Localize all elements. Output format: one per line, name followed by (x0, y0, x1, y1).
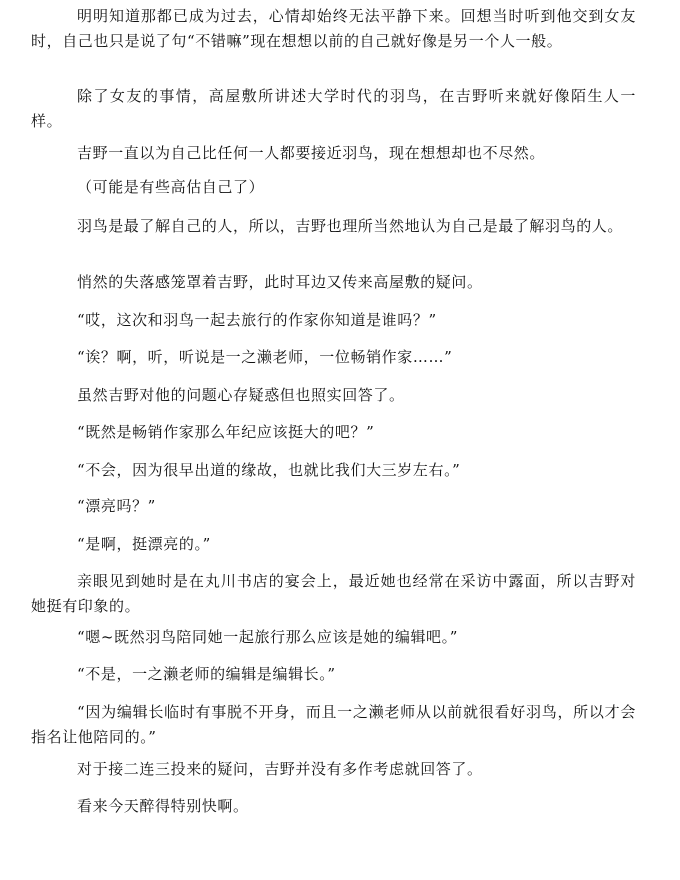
paragraph-8: “诶？啊，听，听说是一之濑老师，一位畅销作家……” (77, 348, 453, 366)
paragraph-10: “既然是畅销作家那么年纪应该挺大的吧？” (77, 423, 375, 441)
paragraph-14: 亲眼见到她时是在丸川书店的宴会上，最近她也经常在采访中露面，所以吉野对她挺有印象的。 (31, 572, 636, 615)
paragraph-2: 除了女友的事情，高屋敷所讲述大学时代的羽鸟，在吉野听来就好像陌生人一样。 (31, 87, 636, 130)
paragraph-12: “漂亮吗？” (77, 497, 156, 515)
paragraph-4: （可能是有些高估自己了） (77, 178, 265, 196)
paragraph-6: 悄然的失落感笼罩着吉野，此时耳边又传来高屋敷的疑问。 (77, 273, 483, 291)
paragraph-16: “不是，一之濑老师的编辑是编辑长。” (77, 665, 336, 683)
paragraph-7: “哎，这次和羽鸟一起去旅行的作家你知道是谁吗？” (77, 311, 437, 329)
paragraph-18: 对于接二连三投来的疑问，吉野并没有多作考虑就回答了。 (77, 760, 483, 778)
paragraph-15: “嗯~既然羽鸟陪同她一起旅行那么应该是她的编辑吧。” (77, 628, 459, 646)
paragraph-13: “是啊，挺漂亮的。” (77, 535, 211, 553)
paragraph-5: 羽鸟是最了解自己的人，所以，吉野也理所当然地认为自己是最了解羽鸟的人。 (77, 217, 624, 235)
paragraph-3: 吉野一直以为自己比任何一人都要接近羽鸟，现在想想却也不尽然。 (77, 144, 546, 162)
paragraph-11: “不会，因为很早出道的缘故，也就比我们大三岁左右。” (77, 461, 461, 479)
paragraph-9: 虽然吉野对他的问题心存疑惑但也照实回答了。 (77, 386, 405, 404)
paragraph-17: “因为编辑长临时有事脱不开身，而且一之濑老师从以前就很看好羽鸟，所以才会指名让他陪同的。” (31, 703, 636, 746)
paragraph-19: 看来今天醉得特别快啊。 (77, 797, 249, 815)
paragraph-1: 明明知道那都已成为过去，心情却始终无法平静下来。回想当时听到他交到女友时，自己也只是说了句“不错嘛”现在想想以前的自己就好像是另一个人一般。 (31, 7, 636, 50)
